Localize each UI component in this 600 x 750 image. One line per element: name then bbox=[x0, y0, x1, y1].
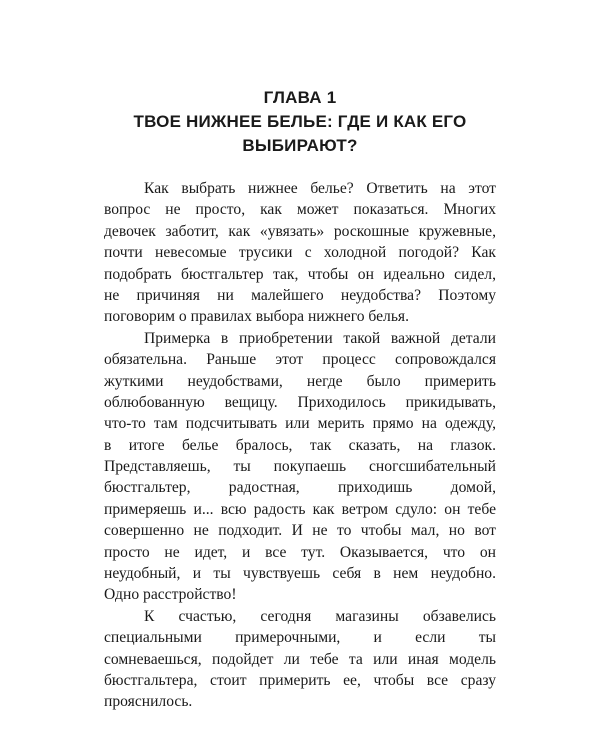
text-line: не причиняя ни малейшего неудобства? Поэтому bbox=[104, 286, 496, 304]
text-line: что-то там подсчитывать или мерить прямо на одежду, bbox=[104, 415, 496, 433]
paragraph-1 bbox=[104, 178, 496, 328]
paragraph-2 bbox=[104, 328, 496, 606]
text-line: облюбованную вещицу. Приходилось прикидывать, bbox=[104, 393, 496, 411]
chapter-title-line-2: ВЫБИРАЮТ? bbox=[242, 136, 358, 155]
chapter-heading bbox=[100, 86, 500, 158]
text-line: жуткими неудобствами, негде было примерить bbox=[104, 372, 496, 390]
text-line: сомневаешься, подойдет ли тебе та или иная модель bbox=[104, 650, 496, 668]
text-line: обязательна. Раньше этот процесс сопровождался bbox=[104, 351, 496, 369]
text-line: бюстгальтер, радостная, приходишь домой, bbox=[104, 479, 496, 497]
text-line: в итоге белье бралось, так сказать, на глазок. bbox=[104, 436, 496, 454]
text-line: неудобный, и ты чувствуешь себя в нем неудобно. bbox=[104, 565, 496, 583]
text-line: Как выбрать нижнее белье? Ответить на этот bbox=[144, 180, 496, 197]
text-line: примеряешь и... всю радость как ветром сдуло: он тебе bbox=[104, 500, 496, 518]
text-line: совершенно не подходит. И не то чтобы мал, но вот bbox=[104, 522, 496, 540]
paragraph-3 bbox=[104, 606, 496, 713]
text-line: специальными примерочными, и если ты bbox=[104, 629, 496, 647]
text-line: просто не идет, и все тут. Оказывается, что он bbox=[104, 543, 496, 561]
text-line: прояснилось. bbox=[104, 693, 193, 711]
chapter-title-line-1: ТВОЕ НИЖНЕЕ БЕЛЬЕ: ГДЕ И КАК ЕГО bbox=[133, 112, 467, 131]
text-line: подобрать бюстгальтер так, чтобы он идеально сидел, bbox=[104, 265, 496, 283]
text-line: девочек заботит, как «увязать» роскошные кружевные, bbox=[104, 222, 496, 240]
text-line: К счастью, сегодня магазины обзавелись bbox=[144, 607, 496, 625]
text-line: Представляешь, ты покупаешь сногсшибательный bbox=[104, 458, 496, 476]
chapter-body bbox=[104, 178, 496, 713]
chapter-number: ГЛАВА 1 bbox=[263, 88, 337, 107]
text-line: бюстгальтера, стоит примерить ее, чтобы все сразу bbox=[104, 671, 496, 689]
text-line: вопрос не просто, как может показаться. Многих bbox=[104, 201, 496, 219]
text-line: Одно расстройство! bbox=[104, 586, 237, 604]
text-line: Примерка в приобретении такой важной детали bbox=[144, 329, 496, 347]
text-line: поговорим о правилах выбора нижнего белья. bbox=[104, 308, 410, 326]
text-line: почти невесомые трусики с холодной погодой? Как bbox=[104, 244, 496, 262]
